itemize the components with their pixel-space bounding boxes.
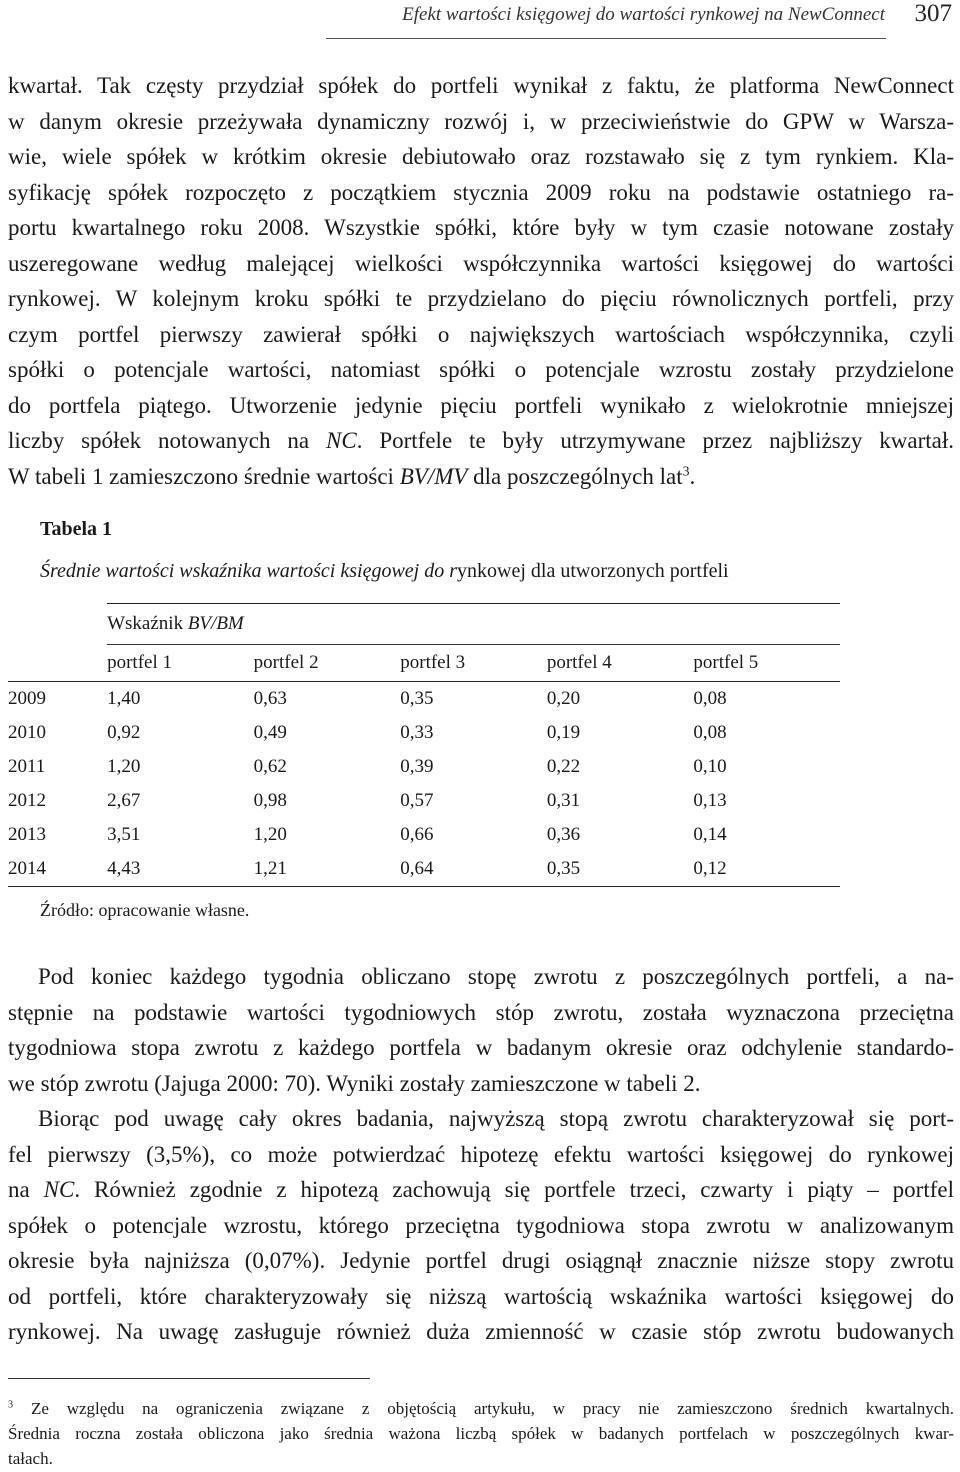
footnote-line: Średnia roczna została obliczona jako średnia ważona liczbą spółek w badanych portfelach w poszczególnych kwar- <box>8 1424 954 1443</box>
column-header: portfel 5 <box>693 645 840 682</box>
text-line <box>8 1172 954 1208</box>
text-fragment: na <box>8 1177 44 1202</box>
value-cell: 0,62 <box>253 756 287 777</box>
value-cell: 0,33 <box>400 722 434 743</box>
table-row <box>8 784 840 818</box>
text-line: spółek o potencjale wzrostu, którego przeciętna tygodniowa stopa zwrotu w analizowanym <box>8 1212 954 1238</box>
value-cell: 0,66 <box>400 824 434 845</box>
value-cell: 3,51 <box>107 824 141 845</box>
value-cell: 0,35 <box>400 688 434 709</box>
table-row <box>8 682 840 717</box>
text-line: Biorąc pod uwagę cały okres badania, najwyższą stopą zwrotu charakteryzował się port- <box>38 1106 954 1131</box>
text-line: spółki o potencjale wartości, natomiast spółki o potencjale wzrostu zostały przydzielone <box>8 357 954 382</box>
header-spacer <box>8 645 107 682</box>
column-header: portfel 1 <box>107 645 254 682</box>
text-fragment: . <box>689 463 696 489</box>
running-title: Efekt wartości księgowej do wartości rynkowej na NewConnect <box>402 4 885 25</box>
nc-abbrev: NC <box>43 1177 75 1202</box>
value-cell: 0,20 <box>546 688 581 709</box>
footnote-line <box>8 1396 954 1421</box>
text-fragment: . Również zgodnie z hipotezą zachowują się portfele trzeci, czwarty i piąty – portfel <box>74 1177 954 1202</box>
value-cell: 0,35 <box>547 852 694 887</box>
value-cell: 0,36 <box>546 824 581 845</box>
value-cell: 0,39 <box>400 756 434 777</box>
value-cell: 0,57 <box>400 790 434 811</box>
table-row <box>8 852 840 887</box>
table-row <box>8 750 840 784</box>
text-line: tygodniowa stopa zwrotu z każdego portfela w badanym okresie oraz odchylenie standardo- <box>8 1035 954 1060</box>
text-fragment: dla poszczególnych lat <box>467 463 683 489</box>
text-line: fel pierwszy (3,5%), co może potwierdzać hipotezę efektu wartości księgowej do rynkowej <box>8 1141 954 1167</box>
text-fragment: . Portfele te były utrzymywane przez najbliższy kwartał. <box>356 428 954 453</box>
year-cell: 2012 <box>8 790 46 811</box>
footnote <box>8 1396 954 1471</box>
year-cell: 2009 <box>8 688 46 709</box>
value-cell: 1,40 <box>107 688 141 709</box>
text-line: Pod koniec każdego tygodnia obliczano stopę zwrotu z poszczególnych portfeli, a na- <box>38 964 954 989</box>
text-line <box>8 423 954 459</box>
footnote-marker: 3 <box>8 1399 14 1411</box>
text-line: do portfela piątego. Utworzenie jedynie pięciu portfeli wynikało z wielokrotnie mniejszej <box>8 392 954 418</box>
footnote-text: Ze względu na ograniczenia związane z objętością artykułu, w pracy nie zamieszczono średnich kwartalnych. <box>13 1399 954 1418</box>
page-number: 307 <box>914 0 952 27</box>
indicator-italic: BV/BM <box>187 613 244 634</box>
text-line: stępnie na podstawie wartości tygodniowych stóp zwrotu, została wyznaczona przeciętna <box>8 999 954 1025</box>
value-cell: 0,08 <box>693 688 727 709</box>
value-cell: 0,64 <box>400 852 547 887</box>
value-cell: 0,63 <box>253 688 287 709</box>
value-cell: 0,12 <box>693 852 840 887</box>
text-line: okresie była najniższa (0,07%). Jedynie portfel drugi osiągnął znacznie niższe stopy zwrotu <box>8 1248 954 1273</box>
page-header <box>0 0 960 42</box>
text-line: od portfeli, które charakteryzowały się niższą wartością wskaźnika wartości księgowej do <box>8 1283 954 1309</box>
value-cell: 1,20 <box>253 824 287 845</box>
paragraph-2 <box>8 959 954 1101</box>
text-line: rynkowej. W kolejnym kroku spółki te przydzielano do pięciu równolicznych portfeli, przy <box>8 286 954 311</box>
indicator-header <box>107 604 840 645</box>
text-line: syfikację spółek rozpoczęto z początkiem stycznia 2009 roku na podstawie ostatniego ra- <box>8 179 954 205</box>
year-cell: 2014 <box>8 852 107 887</box>
text-line: kwartał. Tak częsty przydział spółek do portfeli wynikał z faktu, że platforma NewConnect <box>8 73 954 98</box>
text-fragment: liczby spółek notowanych na <box>8 428 326 453</box>
footnote-ref[interactable]: 3 <box>682 462 690 478</box>
text-line: w danym okresie przeżywała dynamiczny rozwój i, w przeciwieństwie do GPW w Warsza- <box>8 108 954 134</box>
indicator-label: Wskaźnik <box>107 613 188 634</box>
year-cell: 2013 <box>8 824 46 845</box>
value-cell: 0,92 <box>107 722 141 743</box>
value-cell: 0,13 <box>693 790 727 811</box>
value-cell: 4,43 <box>107 852 254 887</box>
value-cell: 1,20 <box>107 756 141 777</box>
text-line: uszeregowane według malejącej wielkości współczynnika wartości księgowej do wartości <box>8 250 954 276</box>
column-header: portfel 2 <box>254 645 401 682</box>
bvmv-term: BV/MV <box>399 463 468 489</box>
text-line: we stóp zwrotu (Jajuga 2000: 70). Wyniki zostały zamieszczone w tabeli 2. <box>8 1070 701 1096</box>
value-cell: 1,21 <box>254 852 401 887</box>
nc-abbrev: NC <box>326 428 357 453</box>
year-cell: 2010 <box>8 722 46 743</box>
value-cell: 2,67 <box>107 790 141 811</box>
value-cell: 0,98 <box>253 790 287 811</box>
value-cell: 0,19 <box>546 722 581 743</box>
table-column-row <box>8 645 840 682</box>
text-line <box>8 459 954 495</box>
paragraph-1 <box>8 68 954 494</box>
table-header-row <box>8 604 840 645</box>
paragraph-3 <box>8 1101 954 1350</box>
text-line: rynkowej. Na uwagę zasługuje również duża zmienność w czasie stóp zwrotu budowanych <box>8 1319 954 1344</box>
column-header: portfel 4 <box>547 645 694 682</box>
footnote-rule <box>8 1378 370 1379</box>
text-line: portu kwartalnego roku 2008. Wszystkie spółki, które były w tym czasie notowane zostały <box>8 215 954 240</box>
value-cell: 0,49 <box>253 722 287 743</box>
value-cell: 0,22 <box>546 756 581 777</box>
value-cell: 0,31 <box>546 790 581 811</box>
text-line: czym portfel pierwszy zawierał spółki o największych wartościach współczynnika, czyli <box>8 321 954 347</box>
text-fragment: W tabeli 1 zamieszczono średnie wartości <box>8 463 400 489</box>
table-row <box>8 818 840 852</box>
value-cell: 0,08 <box>693 722 727 743</box>
caption-normal: ynkowej dla utworzonych portfeli <box>457 560 729 582</box>
value-cell: 0,10 <box>693 756 727 777</box>
caption-italic: Średnie wartości wskaźnika wartości księgowej do r <box>40 560 458 582</box>
footnote-line: tałach. <box>8 1449 53 1468</box>
bv-mv-table <box>8 603 840 887</box>
header-rule <box>326 38 886 39</box>
table-caption <box>40 560 729 583</box>
header-spacer <box>8 604 107 645</box>
column-header: portfel 3 <box>400 645 547 682</box>
year-cell: 2011 <box>8 756 46 777</box>
text-line: wie, wiele spółek w krótkim okresie debiutowało oraz rozstawało się z tym rynkiem. Kla- <box>8 144 954 169</box>
table-source: Źródło: opracowanie własne. <box>40 900 250 920</box>
table-label: Tabela 1 <box>40 518 113 540</box>
table-row <box>8 716 840 750</box>
value-cell: 0,14 <box>693 824 727 845</box>
